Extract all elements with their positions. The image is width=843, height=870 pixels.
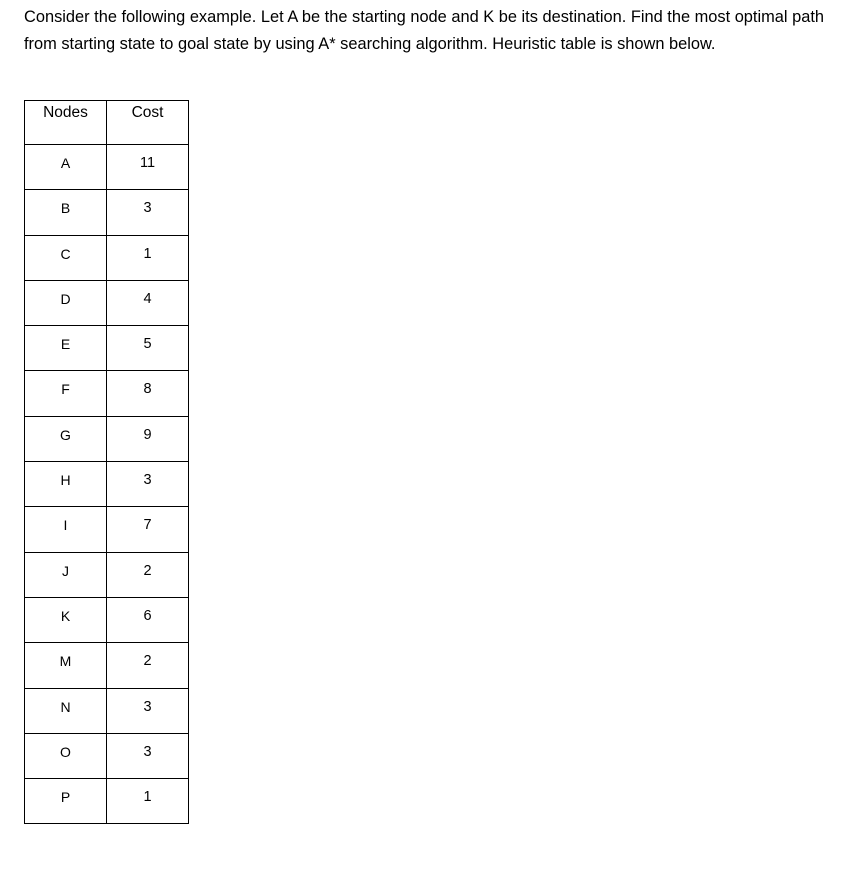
heuristic-table [24,100,189,824]
node-cell: N [25,688,107,733]
header-nodes: Nodes [25,101,107,145]
table-row [25,326,189,371]
cost-cell: 2 [107,643,189,688]
table-row [25,688,189,733]
table-row [25,779,189,824]
cost-cell: 3 [107,190,189,235]
cost-cell: 2 [107,552,189,597]
node-cell: G [25,416,107,461]
cost-cell: 4 [107,280,189,325]
node-cell: D [25,280,107,325]
table-row [25,416,189,461]
cost-cell: 3 [107,462,189,507]
node-cell: B [25,190,107,235]
table-row [25,733,189,778]
node-cell: F [25,371,107,416]
cost-cell: 11 [107,145,189,190]
table-row [25,145,189,190]
node-cell: E [25,326,107,371]
cost-cell: 3 [107,733,189,778]
table-row [25,280,189,325]
cost-cell: 1 [107,235,189,280]
node-cell: I [25,507,107,552]
node-cell: O [25,733,107,778]
problem-statement: Consider the following example. Let A be the starting node and K be its destination. Find the most optimal path from starting state to goal state by using A* searching algorithm. Heuristic table is shown below. [24,8,824,53]
table-row [25,507,189,552]
cost-cell: 8 [107,371,189,416]
table-row [25,235,189,280]
node-cell: M [25,643,107,688]
cost-cell: 5 [107,326,189,371]
table-row [25,597,189,642]
table-row [25,190,189,235]
node-cell: P [25,779,107,824]
table-row [25,462,189,507]
node-cell: H [25,462,107,507]
node-cell: J [25,552,107,597]
cost-cell: 3 [107,688,189,733]
table-row [25,371,189,416]
cost-cell: 1 [107,779,189,824]
cost-cell: 7 [107,507,189,552]
node-cell: C [25,235,107,280]
cost-cell: 9 [107,416,189,461]
header-cost: Cost [107,101,189,145]
node-cell: A [25,145,107,190]
cost-cell: 6 [107,597,189,642]
table-row [25,643,189,688]
table-row [25,552,189,597]
table-header-row [25,101,189,145]
node-cell: K [25,597,107,642]
